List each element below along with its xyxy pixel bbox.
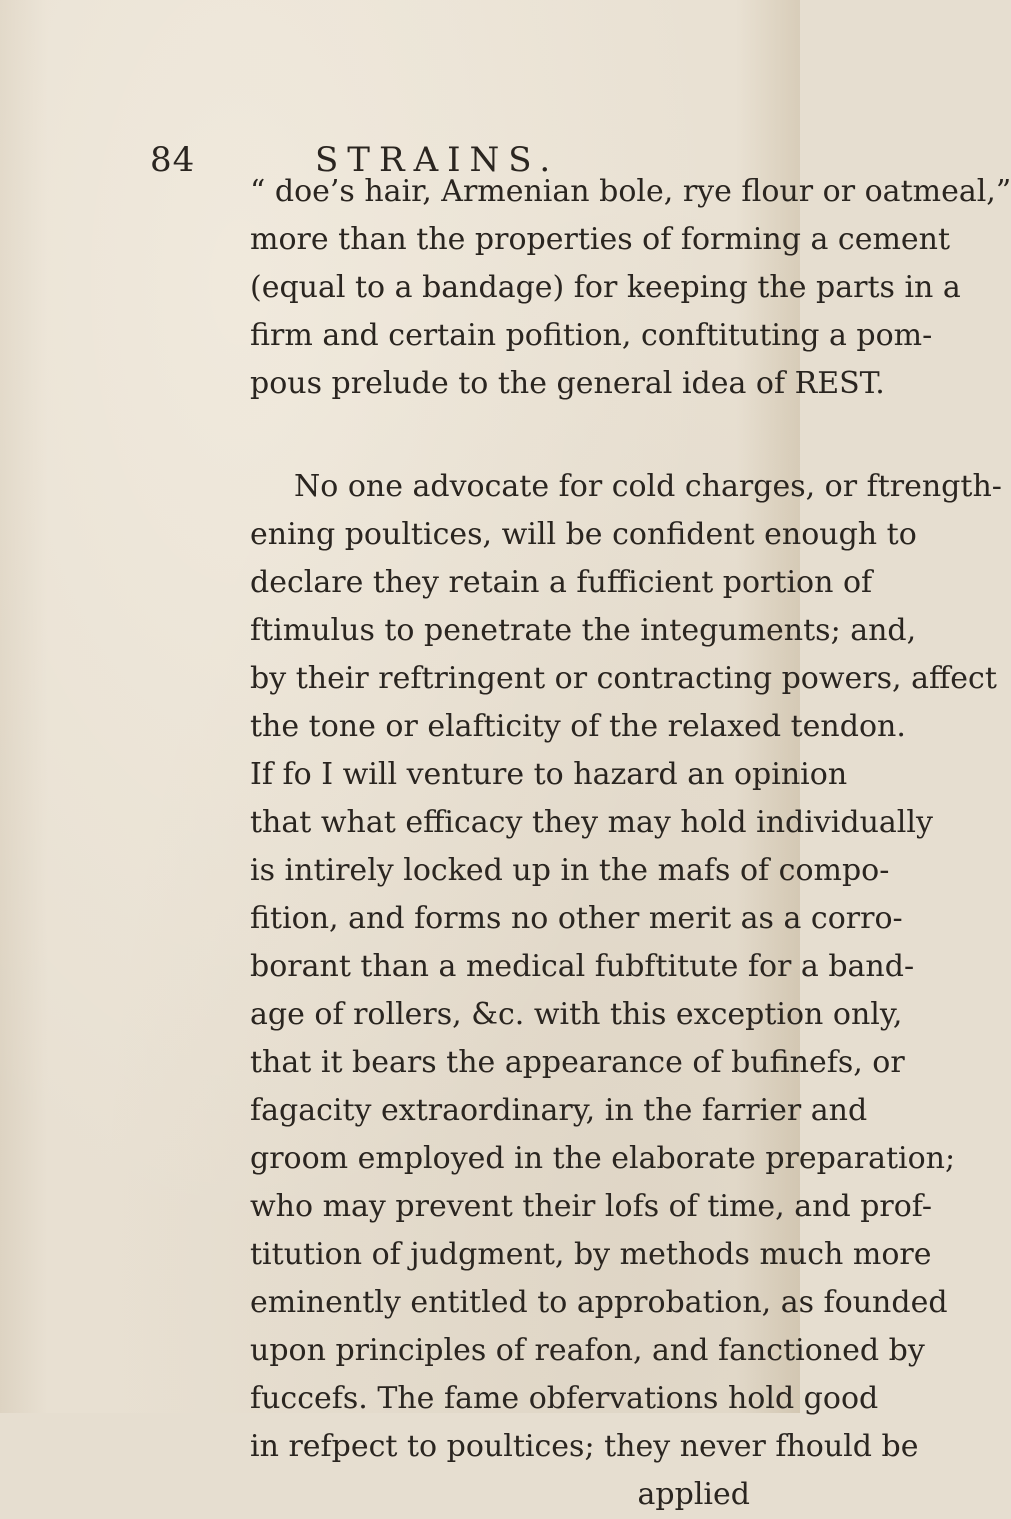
page-number: 84 <box>150 140 196 180</box>
text-line: titution of judgment, by methods much more <box>250 1237 932 1272</box>
text-line: upon principles of reafon, and fanctioned by <box>250 1333 925 1368</box>
text-line: borant than a medical fubftitute for a band- <box>250 949 915 984</box>
text-line: age of rollers, &c. with this exception only, <box>250 997 903 1032</box>
text-line: firm and certain pofition, conftituting a pom- <box>250 318 933 353</box>
paragraph-2 <box>250 463 1002 1471</box>
running-head: STRAINS. <box>315 140 560 180</box>
text-line: by their reftringent or contracting powers, affect <box>250 661 997 696</box>
text-line: is intirely locked up in the mafs of compo- <box>250 853 890 888</box>
text-line: No one advocate for cold charges, or ftrength- <box>294 469 1002 504</box>
text-line: that what efficacy they may hold individually <box>250 805 933 840</box>
text-line: fition, and forms no other merit as a corro- <box>250 901 903 936</box>
text-line: eminently entitled to approbation, as founded <box>250 1285 948 1320</box>
text-line: fagacity extraordinary, in the farrier and <box>250 1093 868 1128</box>
text-body <box>250 168 1011 1519</box>
text-line: groom employed in the elaborate preparation; <box>250 1141 956 1176</box>
text-line: fuccefs. The fame obfervations hold good <box>250 1381 879 1416</box>
paragraph-1 <box>250 168 1011 408</box>
text-line: the tone or elafticity of the relaxed tendon. <box>250 709 906 744</box>
text-line: (equal to a bandage) for keeping the parts in a <box>250 270 961 305</box>
text-line: more than the properties of forming a cement <box>250 222 951 257</box>
catchword: applied <box>637 1477 750 1512</box>
text-line: that it bears the appearance of bufinefs, or <box>250 1045 905 1080</box>
text-line: If fo I will venture to hazard an opinion <box>250 757 848 792</box>
text-line: ening poultices, will be confident enough to <box>250 517 917 552</box>
text-line: who may prevent their lofs of time, and prof- <box>250 1189 932 1224</box>
text-line: declare they retain a fufficient portion of <box>250 565 873 600</box>
text-line: pous prelude to the general idea of REST. <box>250 366 885 401</box>
text-line: ftimulus to penetrate the integuments; and, <box>250 613 917 648</box>
text-line: “ doe’s hair, Armenian bole, rye flour or oatmeal,” <box>250 174 1011 209</box>
text-line: in refpect to poultices; they never fhould be <box>250 1429 919 1464</box>
